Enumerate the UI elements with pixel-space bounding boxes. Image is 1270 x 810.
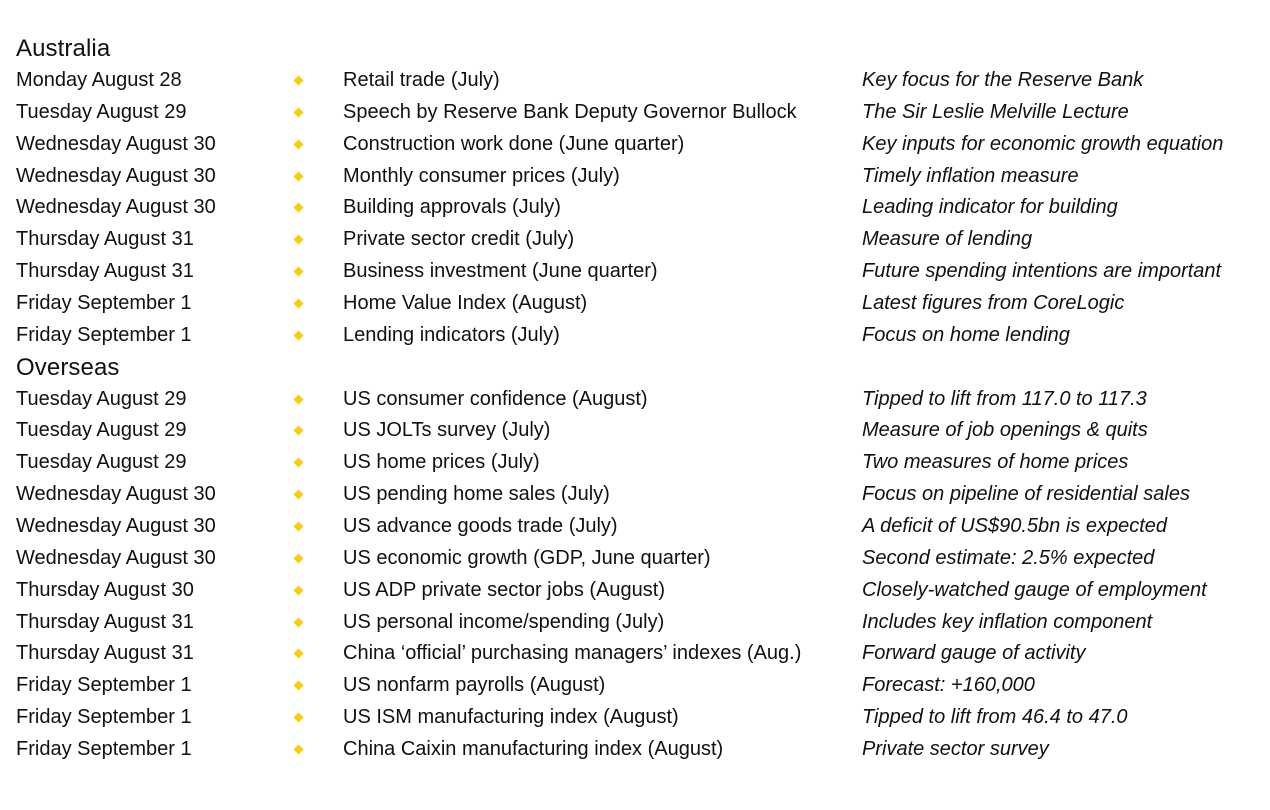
calendar-row bbox=[16, 192, 1266, 224]
calendar-row bbox=[16, 575, 1266, 607]
event-note: Measure of job openings & quits bbox=[862, 419, 1148, 442]
event-note: Second estimate: 2.5% expected bbox=[862, 546, 1155, 569]
event-note: Future spending intentions are important bbox=[862, 260, 1222, 283]
event-note: The Sir Leslie Melville Lecture bbox=[862, 100, 1129, 123]
calendar-section-overseas bbox=[16, 352, 1266, 766]
section-heading: Overseas bbox=[16, 353, 120, 381]
diamond-bullet-icon bbox=[294, 607, 306, 639]
calendar-row bbox=[16, 65, 1266, 97]
event-date: Wednesday August 30 bbox=[16, 483, 216, 506]
event-title: Private sector credit (July) bbox=[343, 228, 575, 251]
event-date: Tuesday August 29 bbox=[16, 387, 187, 410]
calendar-row bbox=[16, 734, 1266, 766]
event-title: US advance goods trade (July) bbox=[343, 514, 618, 537]
event-title: Monthly consumer prices (July) bbox=[343, 164, 620, 187]
diamond-bullet-icon bbox=[294, 288, 306, 320]
diamond-bullet-icon bbox=[294, 734, 306, 766]
event-title: China Caixin manufacturing index (August) bbox=[343, 737, 724, 760]
event-date: Friday September 1 bbox=[16, 706, 192, 729]
event-date: Tuesday August 29 bbox=[16, 419, 187, 442]
event-note: Focus on pipeline of residential sales bbox=[862, 483, 1190, 506]
diamond-bullet-icon bbox=[294, 415, 306, 447]
event-note: Key focus for the Reserve Bank bbox=[862, 69, 1144, 91]
event-note: Tipped to lift from 117.0 to 117.3 bbox=[862, 387, 1147, 410]
calendar-row bbox=[16, 638, 1266, 670]
event-note: Key inputs for economic growth equation bbox=[862, 132, 1224, 155]
calendar-row bbox=[16, 288, 1266, 320]
event-note: Measure of lending bbox=[862, 228, 1033, 251]
event-date: Monday August 28 bbox=[16, 69, 182, 91]
event-date: Friday September 1 bbox=[16, 674, 192, 697]
event-date: Tuesday August 29 bbox=[16, 451, 187, 474]
calendar-row bbox=[16, 670, 1266, 702]
diamond-bullet-icon bbox=[294, 161, 306, 193]
calendar-row bbox=[16, 224, 1266, 256]
diamond-bullet-icon bbox=[294, 65, 306, 97]
event-note: Leading indicator for building bbox=[862, 196, 1118, 219]
event-date: Thursday August 31 bbox=[16, 610, 194, 633]
calendar-row bbox=[16, 320, 1266, 352]
event-note: Two measures of home prices bbox=[862, 451, 1129, 474]
event-date: Wednesday August 30 bbox=[16, 132, 216, 155]
calendar-row bbox=[16, 607, 1266, 639]
event-note: Latest figures from CoreLogic bbox=[862, 291, 1125, 314]
event-note: Private sector survey bbox=[862, 737, 1049, 760]
calendar-row bbox=[16, 702, 1266, 734]
event-title: Building approvals (July) bbox=[343, 196, 561, 219]
calendar-row bbox=[16, 256, 1266, 288]
economic-calendar bbox=[16, 33, 1266, 766]
event-title: US home prices (July) bbox=[343, 451, 540, 474]
event-title: Business investment (June quarter) bbox=[343, 260, 658, 283]
diamond-bullet-icon bbox=[294, 320, 306, 352]
event-title: US consumer confidence (August) bbox=[343, 387, 648, 410]
diamond-bullet-icon bbox=[294, 384, 306, 416]
diamond-bullet-icon bbox=[294, 224, 306, 256]
event-date: Friday September 1 bbox=[16, 291, 192, 314]
calendar-row bbox=[16, 447, 1266, 479]
event-date: Wednesday August 30 bbox=[16, 164, 216, 187]
event-title: US personal income/spending (July) bbox=[343, 610, 665, 633]
event-title: US ISM manufacturing index (August) bbox=[343, 706, 679, 729]
event-title: Retail trade (July) bbox=[343, 69, 500, 91]
event-note: Forecast: +160,000 bbox=[862, 674, 1035, 697]
event-date: Thursday August 31 bbox=[16, 260, 194, 283]
event-title: US economic growth (GDP, June quarter) bbox=[343, 546, 711, 569]
event-note: Closely-watched gauge of employment bbox=[862, 578, 1207, 601]
calendar-row bbox=[16, 511, 1266, 543]
event-note: Focus on home lending bbox=[862, 323, 1070, 346]
section-heading: Australia bbox=[16, 35, 111, 62]
diamond-bullet-icon bbox=[294, 192, 306, 224]
event-date: Friday September 1 bbox=[16, 737, 192, 760]
event-note: Includes key inflation component bbox=[862, 610, 1153, 633]
event-date: Wednesday August 30 bbox=[16, 514, 216, 537]
diamond-bullet-icon bbox=[294, 702, 306, 734]
event-title: China ‘official’ purchasing managers’ indexes (Aug.) bbox=[343, 642, 802, 665]
calendar-row bbox=[16, 384, 1266, 416]
event-date: Thursday August 31 bbox=[16, 228, 194, 251]
diamond-bullet-icon bbox=[294, 670, 306, 702]
event-note: A deficit of US$90.5bn is expected bbox=[862, 514, 1167, 537]
event-note: Tipped to lift from 46.4 to 47.0 bbox=[862, 706, 1128, 729]
calendar-row bbox=[16, 129, 1266, 161]
calendar-row bbox=[16, 543, 1266, 575]
event-note: Timely inflation measure bbox=[862, 164, 1079, 187]
event-date: Thursday August 31 bbox=[16, 642, 194, 665]
event-title: Lending indicators (July) bbox=[343, 323, 560, 346]
diamond-bullet-icon bbox=[294, 638, 306, 670]
event-title: US ADP private sector jobs (August) bbox=[343, 578, 665, 601]
event-date: Thursday August 30 bbox=[16, 578, 194, 601]
event-date: Wednesday August 30 bbox=[16, 196, 216, 219]
diamond-bullet-icon bbox=[294, 543, 306, 575]
event-title: US pending home sales (July) bbox=[343, 483, 610, 506]
calendar-row bbox=[16, 97, 1266, 129]
calendar-row bbox=[16, 479, 1266, 511]
diamond-bullet-icon bbox=[294, 511, 306, 543]
event-title: Home Value Index (August) bbox=[343, 291, 588, 314]
event-title: Construction work done (June quarter) bbox=[343, 132, 685, 155]
event-title: US nonfarm payrolls (August) bbox=[343, 674, 606, 697]
event-date: Tuesday August 29 bbox=[16, 100, 187, 123]
event-date: Wednesday August 30 bbox=[16, 546, 216, 569]
diamond-bullet-icon bbox=[294, 575, 306, 607]
calendar-row bbox=[16, 415, 1266, 447]
calendar-row bbox=[16, 161, 1266, 193]
calendar-section-australia bbox=[16, 33, 1266, 352]
event-date: Friday September 1 bbox=[16, 323, 192, 346]
event-note: Forward gauge of activity bbox=[862, 642, 1086, 665]
diamond-bullet-icon bbox=[294, 256, 306, 288]
diamond-bullet-icon bbox=[294, 479, 306, 511]
diamond-bullet-icon bbox=[294, 97, 306, 129]
diamond-bullet-icon bbox=[294, 129, 306, 161]
diamond-bullet-icon bbox=[294, 447, 306, 479]
event-title: Speech by Reserve Bank Deputy Governor Bullock bbox=[343, 100, 797, 123]
event-title: US JOLTs survey (July) bbox=[343, 419, 551, 442]
